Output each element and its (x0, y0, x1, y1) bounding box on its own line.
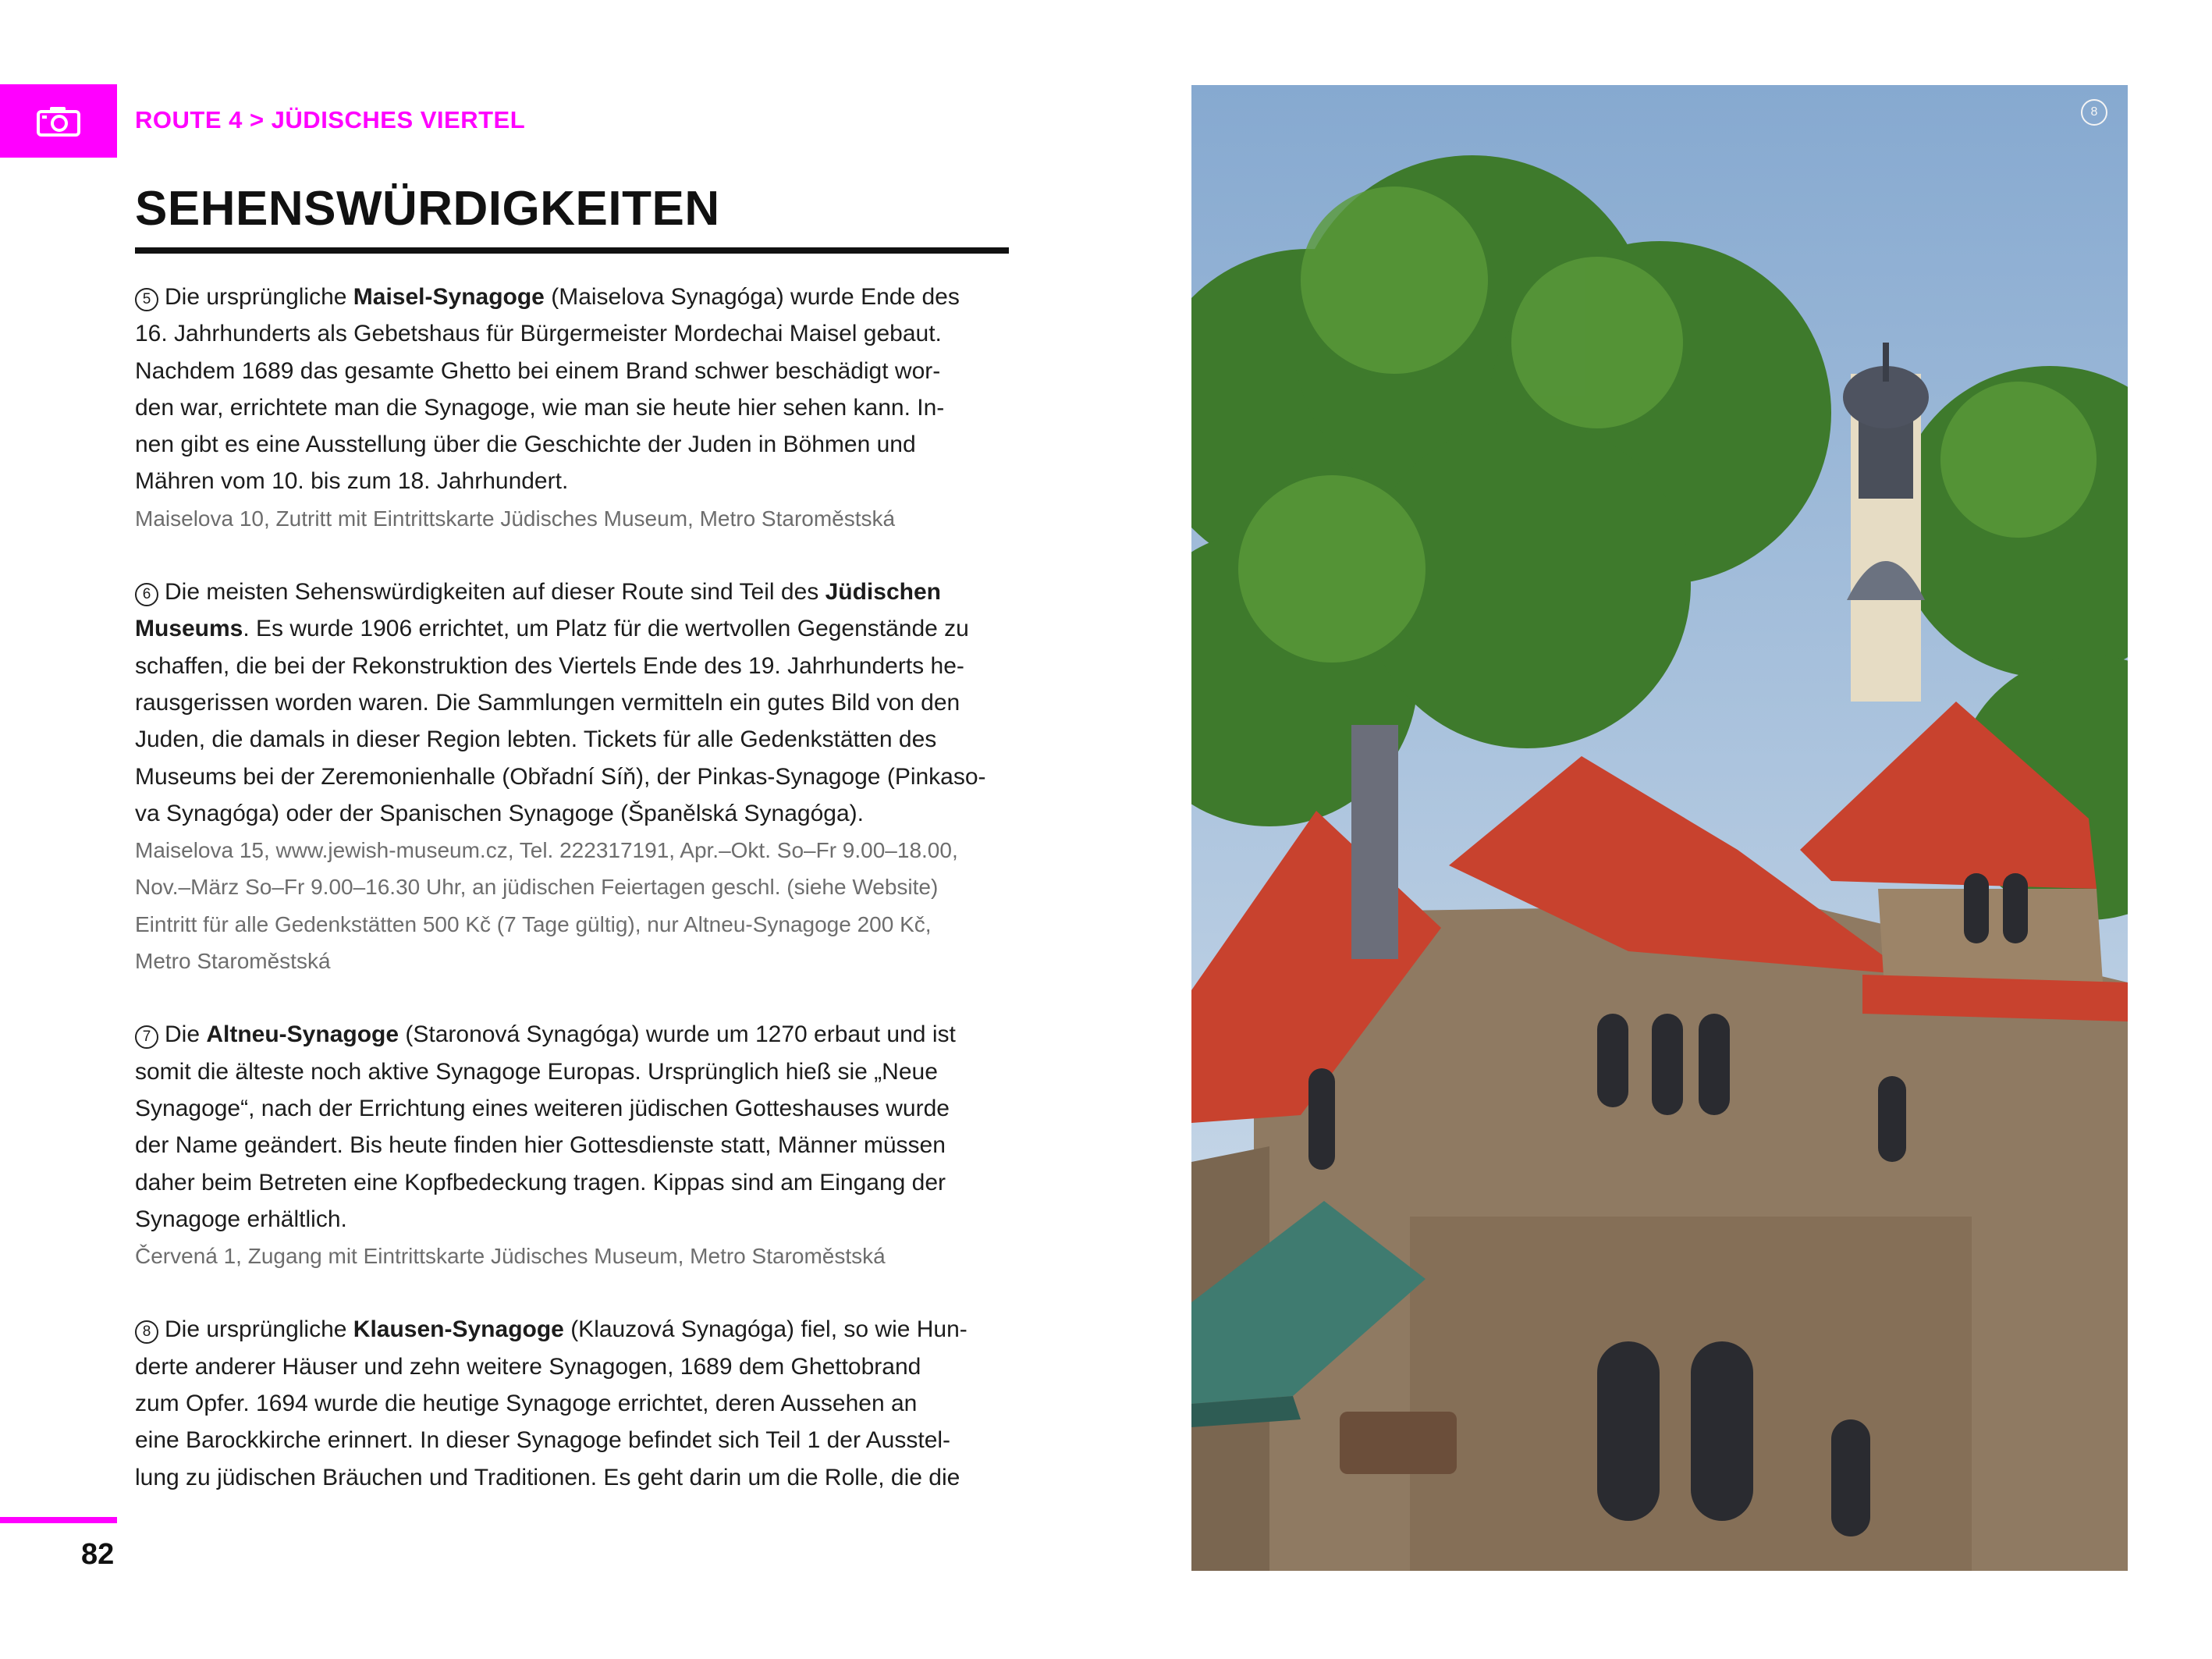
body-line (135, 574, 1013, 610)
body-line (135, 1348, 1013, 1385)
entry-info-line: Červená 1, Zugang mit Eintrittskarte Jüdisches Museum, Metro Staroměstská (135, 1244, 886, 1269)
text-segment: Die meisten Sehenswürdigkeiten auf dieser Route sind Teil des (165, 579, 826, 606)
text-segment: Synagoge erhältlich. (135, 1206, 347, 1232)
entry-info-line: Maiselova 15, www.jewish-museum.cz, Tel. 222317191, Apr.–Okt. So–Fr 9.00–18.00, (135, 838, 958, 863)
body-line (135, 426, 1013, 463)
entry-number-badge: 5 (135, 288, 158, 311)
entry-info-line: Nov.–März So–Fr 9.00–16.30 Uhr, an jüdischen Feiertagen geschl. (siehe Website) (135, 875, 939, 900)
text-segment: Synagoge“, nach der Errichtung eines weiteren jüdischen Gotteshauses wurde (135, 1095, 950, 1121)
page-number: 82 (81, 1538, 115, 1571)
text-segment: va Synagóga) oder der Spanischen Synagoge (Španělská Synagóga). (135, 800, 864, 826)
entry-info-line: Maiselova 10, Zutritt mit Eintrittskarte Jüdisches Museum, Metro Staroměstská (135, 506, 896, 531)
body-line (135, 758, 1013, 795)
entry-number-badge: 6 (135, 583, 158, 606)
text-segment: Juden, die damals in dieser Region lebten. Tickets für alle Gedenkstätten des (135, 726, 937, 753)
footer-accent-bar (0, 1517, 117, 1523)
body-line (135, 684, 1013, 721)
text-segment: Nachdem 1689 das gesamte Ghetto bei einem Brand schwer beschädigt wor- (135, 357, 941, 384)
route-breadcrumb: ROUTE 4 > JÜDISCHES VIERTEL (135, 106, 526, 133)
text-segment: somit die älteste noch aktive Synagoge Europas. Ursprünglich hieß sie „Neue (135, 1058, 938, 1085)
synagogue-photo (1191, 85, 2128, 1571)
text-segment: . Es wurde 1906 errichtet, um Platz für die wertvollen Gegenstände zu (243, 616, 969, 642)
body-line (135, 1422, 1013, 1458)
camera-icon (36, 105, 81, 137)
section-title: SEHENSWÜRDIGKEITEN (135, 182, 720, 236)
body-line (135, 1090, 1013, 1127)
text-segment: nen gibt es eine Ausstellung über die Geschichte der Juden in Böhmen und (135, 432, 916, 458)
body-line (135, 648, 1013, 684)
text-segment: Die (165, 1021, 207, 1048)
text-segment: schaffen, die bei der Rekonstruktion des Viertels Ende des 19. Jahrhunderts he- (135, 652, 964, 679)
entry-number-badge: 8 (135, 1320, 158, 1344)
entry-6 (135, 574, 1013, 979)
entry-8 (135, 1311, 1013, 1495)
text-segment: Die ursprüngliche (165, 284, 353, 310)
text-segment: rausgerissen worden waren. Die Sammlungen vermitteln ein gutes Bild von den (135, 689, 960, 716)
entries-column (135, 279, 1013, 1533)
body-line (135, 1459, 1013, 1496)
body-line (135, 463, 1013, 499)
text-segment: (Klauzová Synagóga) fiel, so wie Hun- (563, 1316, 968, 1343)
body-line (135, 389, 1013, 426)
text-segment: derte anderer Häuser und zehn weitere Synagogen, 1689 dem Ghettobrand (135, 1353, 921, 1380)
body-line (135, 721, 1013, 758)
text-segment: eine Barockkirche erinnert. In dieser Synagoge befindet sich Teil 1 der Ausstel- (135, 1427, 951, 1454)
entry-7 (135, 1016, 1013, 1274)
text-segment: (Maiselova Synagóga) wurde Ende des (544, 284, 960, 310)
highlight-name: Maisel-Synagoge (353, 284, 545, 310)
title-underline (135, 247, 1009, 254)
highlight-name: Altneu-Synagoge (206, 1021, 399, 1048)
highlight-name: Museums (135, 616, 243, 642)
body-line (135, 279, 1013, 315)
body-line (135, 353, 1013, 389)
body-line (135, 1385, 1013, 1422)
text-segment: den war, errichtete man die Synagoge, wie man sie heute hier sehen kann. In- (135, 394, 945, 421)
entry-5 (135, 279, 1013, 537)
text-segment: daher beim Betreten eine Kopfbedeckung tragen. Kippas sind am Eingang der (135, 1169, 946, 1195)
text-segment: Mähren vom 10. bis zum 18. Jahrhundert. (135, 468, 569, 495)
body-line (135, 1311, 1013, 1348)
text-segment: der Name geändert. Bis heute finden hier Gottesdienste statt, Männer müssen (135, 1132, 946, 1159)
body-line (135, 1201, 1013, 1238)
text-segment: zum Opfer. 1694 wurde die heutige Synagoge errichtet, deren Aussehen an (135, 1391, 918, 1417)
text-segment: (Staronová Synagóga) wurde um 1270 erbaut und ist (399, 1021, 956, 1048)
entry-number-badge: 7 (135, 1025, 158, 1049)
body-line (135, 315, 1013, 352)
body-line (135, 1016, 1013, 1053)
photo-number-badge: 8 (2081, 99, 2107, 126)
highlight-name: Klausen-Synagoge (353, 1316, 564, 1343)
body-line (135, 610, 1013, 647)
entry-info-line: Metro Staroměstská (135, 949, 331, 974)
highlight-name: Jüdischen (825, 579, 941, 606)
text-segment: Die ursprüngliche (165, 1316, 353, 1343)
text-segment: lung zu jüdischen Bräuchen und Traditionen. Es geht darin um die Rolle, die die (135, 1464, 960, 1490)
body-line (135, 1164, 1013, 1201)
entry-info-line: Eintritt für alle Gedenkstätten 500 Kč (7 Tage gültig), nur Altneu-Synagoge 200 Kč, (135, 911, 932, 936)
text-segment: 16. Jahrhunderts als Gebetshaus für Bürgermeister Mordechai Maisel gebaut. (135, 321, 942, 347)
body-line (135, 1053, 1013, 1090)
body-line (135, 795, 1013, 832)
chapter-tab (0, 84, 117, 158)
body-line (135, 1127, 1013, 1163)
text-segment: Museums bei der Zeremonienhalle (Obřadní Síň), der Pinkas-Synagoge (Pinkaso- (135, 763, 986, 790)
